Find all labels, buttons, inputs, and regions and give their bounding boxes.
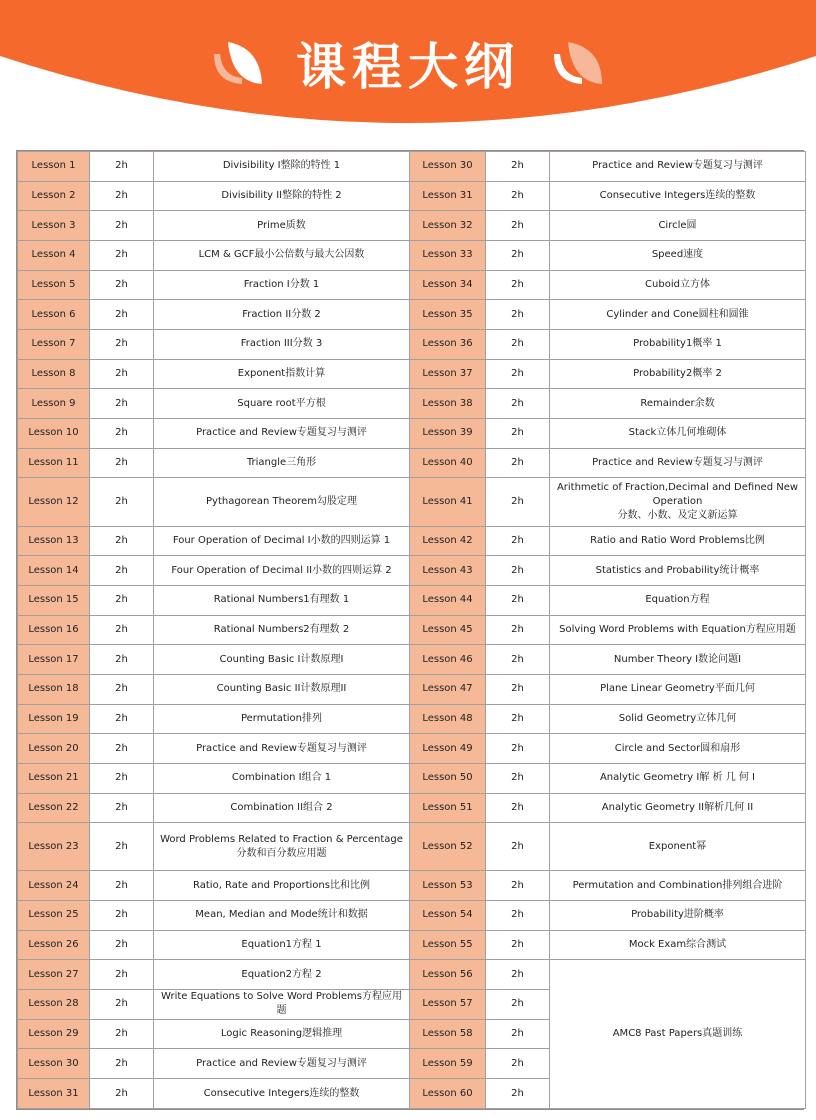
lesson-hours-cell: 2h <box>90 1049 154 1079</box>
lesson-hours-cell: 2h <box>90 871 154 901</box>
lesson-number-cell: Lesson 12 <box>18 478 90 526</box>
lesson-number-cell: Lesson 36 <box>410 330 486 360</box>
lesson-topic-cell <box>154 585 410 615</box>
lesson-topic-text: Exponent指数计算 <box>237 368 326 380</box>
lesson-hours-cell: 2h <box>486 1019 550 1049</box>
lesson-hours-cell: 2h <box>486 585 550 615</box>
table-row <box>18 448 806 478</box>
table-row <box>18 615 806 645</box>
lesson-number-cell: Lesson 7 <box>18 330 90 360</box>
lesson-number-cell: Lesson 52 <box>410 823 486 871</box>
lesson-topic-cell <box>154 1019 410 1049</box>
lesson-number-cell: Lesson 55 <box>410 930 486 960</box>
lesson-hours-cell: 2h <box>90 556 154 586</box>
lesson-hours-cell: 2h <box>90 734 154 764</box>
lesson-hours-cell: 2h <box>90 181 154 211</box>
lesson-topic-text: Permutation排列 <box>240 712 323 724</box>
table-row <box>18 930 806 960</box>
lesson-hours-cell: 2h <box>486 615 550 645</box>
lesson-topic-text: Fraction II分数 2 <box>242 308 321 320</box>
lesson-hours-cell: 2h <box>90 585 154 615</box>
lesson-number-cell: Lesson 46 <box>410 645 486 675</box>
lesson-topic-text: Probability2概率 2 <box>633 368 722 380</box>
lesson-topic-text: Pythagorean Theorem勾股定理 <box>206 495 357 507</box>
lesson-hours-cell: 2h <box>486 1049 550 1079</box>
lesson-hours-cell: 2h <box>486 152 550 182</box>
lesson-number-cell: Lesson 5 <box>18 270 90 300</box>
lesson-hours-cell: 2h <box>90 389 154 419</box>
lesson-topic-text: Stack立体几何堆砌体 <box>628 427 727 439</box>
lesson-topic-cell <box>154 556 410 586</box>
lesson-hours-cell: 2h <box>486 300 550 330</box>
lesson-topic-cell <box>550 419 806 449</box>
lesson-hours-cell: 2h <box>486 763 550 793</box>
lesson-topic-text: Mock Exam综合测试 <box>628 939 727 951</box>
lesson-topic-cell <box>154 674 410 704</box>
table-row <box>18 901 806 931</box>
lesson-hours-cell: 2h <box>486 419 550 449</box>
lesson-hours-cell: 2h <box>90 645 154 675</box>
lesson-hours-cell: 2h <box>486 389 550 419</box>
lesson-topic-text: Mean, Median and Mode统计和数据 <box>195 909 368 921</box>
lesson-topic-text: Arithmetic of Fraction,Decimal and Defined New Operation <box>556 481 799 507</box>
lesson-hours-cell: 2h <box>90 1079 154 1109</box>
lesson-topic-cell <box>550 526 806 556</box>
lesson-topic-text: Fraction I分数 1 <box>243 279 320 291</box>
lesson-number-cell: Lesson 20 <box>18 734 90 764</box>
lesson-hours-cell: 2h <box>486 526 550 556</box>
lesson-topic-cell <box>154 181 410 211</box>
lesson-hours-cell: 2h <box>90 478 154 526</box>
lesson-number-cell: Lesson 45 <box>410 615 486 645</box>
lesson-topic-text: Analytic Geometry I解 析 几 何 I <box>599 772 756 784</box>
lesson-number-cell: Lesson 30 <box>410 152 486 182</box>
lesson-topic-text: Equation1方程 1 <box>241 939 322 951</box>
lesson-topic-text: Consecutive Integers连续的整数 <box>599 190 756 201</box>
lesson-hours-cell: 2h <box>90 990 154 1020</box>
lesson-hours-cell: 2h <box>90 960 154 990</box>
header-title-group <box>0 20 816 106</box>
lesson-number-cell: Lesson 47 <box>410 674 486 704</box>
lesson-number-cell: Lesson 42 <box>410 526 486 556</box>
lesson-hours-cell: 2h <box>486 270 550 300</box>
lesson-number-cell: Lesson 31 <box>18 1079 90 1109</box>
lesson-topic-text: Ratio, Rate and Proportions比和比例 <box>193 879 370 891</box>
lesson-topic-text: Probability1概率 1 <box>633 338 722 350</box>
lesson-topic-cell <box>550 300 806 330</box>
lesson-hours-cell: 2h <box>90 526 154 556</box>
lesson-topic-text: Practice and Review专题复习与测评 <box>196 427 367 439</box>
lesson-topic-text: Statistics and Probability统计概率 <box>595 564 760 576</box>
lesson-topic-text: Counting Basic II计数原理II <box>216 683 347 695</box>
lesson-hours-cell: 2h <box>486 734 550 764</box>
lesson-topic-cell <box>550 389 806 419</box>
lesson-topic-text: Probability进阶概率 <box>631 909 724 921</box>
lesson-topic-text: Practice and Review专题复习与测评 <box>196 742 367 754</box>
page-title: 课程大纲 <box>296 38 520 96</box>
lesson-hours-cell: 2h <box>486 1079 550 1109</box>
lesson-topic-cell <box>154 763 410 793</box>
lesson-number-cell: Lesson 57 <box>410 990 486 1020</box>
lesson-topic-cell <box>154 990 410 1020</box>
lesson-topic-text: Remainder余数 <box>640 397 715 409</box>
table-row <box>18 556 806 586</box>
lesson-topic-cell <box>550 478 806 526</box>
lesson-topic-text: Four Operation of Decimal I小数的四则运算 1 <box>172 534 391 546</box>
lesson-topic-cell <box>154 419 410 449</box>
lesson-topic-cell <box>550 674 806 704</box>
lesson-number-cell: Lesson 41 <box>410 478 486 526</box>
lesson-number-cell: Lesson 27 <box>18 960 90 990</box>
lesson-topic-text: Counting Basic I计数原理I <box>219 653 344 665</box>
lesson-number-cell: Lesson 40 <box>410 448 486 478</box>
lesson-number-cell: Lesson 50 <box>410 763 486 793</box>
lesson-topic-text: Prime质数 <box>257 219 306 231</box>
lesson-topic-text: Fraction III分数 3 <box>240 338 323 350</box>
lesson-hours-cell: 2h <box>486 359 550 389</box>
lesson-topic-cell <box>154 270 410 300</box>
lesson-topic-cell <box>154 615 410 645</box>
lesson-topic-cell <box>550 645 806 675</box>
lesson-hours-cell: 2h <box>90 419 154 449</box>
lesson-number-cell: Lesson 25 <box>18 901 90 931</box>
lesson-number-cell: Lesson 26 <box>18 930 90 960</box>
lesson-number-cell: Lesson 18 <box>18 674 90 704</box>
lesson-topic-cell <box>550 556 806 586</box>
lesson-topic-cell <box>550 585 806 615</box>
lesson-number-cell: Lesson 22 <box>18 793 90 823</box>
lesson-number-cell: Lesson 33 <box>410 241 486 271</box>
lesson-hours-cell: 2h <box>90 211 154 241</box>
lesson-topic-text: Number Theory I数论问题I <box>613 653 742 665</box>
lesson-hours-cell: 2h <box>486 930 550 960</box>
lesson-number-cell: Lesson 24 <box>18 871 90 901</box>
lesson-hours-cell: 2h <box>486 990 550 1020</box>
lesson-topic-cell <box>154 211 410 241</box>
table-row <box>18 585 806 615</box>
lesson-topic-text: Divisibility I整除的特性 1 <box>222 160 341 172</box>
lesson-topic-text: Permutation and Combination排列组合进阶 <box>572 879 783 891</box>
lesson-number-cell: Lesson 2 <box>18 181 90 211</box>
lesson-hours-cell: 2h <box>486 901 550 931</box>
lesson-number-cell: Lesson 8 <box>18 359 90 389</box>
curriculum-table <box>17 151 806 1109</box>
lesson-topic-text: Practice and Review专题复习与测评 <box>592 457 763 469</box>
lesson-number-cell: Lesson 3 <box>18 211 90 241</box>
table-row <box>18 526 806 556</box>
lesson-topic-text: Ratio and Ratio Word Problems比例 <box>590 534 765 546</box>
table-row <box>18 823 806 871</box>
lesson-topic-text: Plane Linear Geometry平面几何 <box>600 683 755 695</box>
table-row <box>18 241 806 271</box>
lesson-topic-text: Rational Numbers2有理数 2 <box>213 623 350 635</box>
lesson-topic-text: Equation2方程 2 <box>241 968 322 980</box>
lesson-topic-cell <box>550 211 806 241</box>
lesson-number-cell: Lesson 59 <box>410 1049 486 1079</box>
lesson-hours-cell: 2h <box>90 674 154 704</box>
lesson-hours-cell: 2h <box>486 330 550 360</box>
lesson-number-cell: Lesson 21 <box>18 763 90 793</box>
table-row <box>18 645 806 675</box>
lesson-number-cell: Lesson 44 <box>410 585 486 615</box>
lesson-topic-text: Write Equations to Solve Word Problems方程应用题 <box>161 991 402 1017</box>
lesson-hours-cell: 2h <box>486 823 550 871</box>
lesson-topic-cell <box>550 871 806 901</box>
lesson-hours-cell: 2h <box>90 901 154 931</box>
lesson-topic-text: Solving Word Problems with Equation方程应用题 <box>559 623 796 635</box>
lesson-number-cell: Lesson 29 <box>18 1019 90 1049</box>
lesson-topic-cell <box>550 448 806 478</box>
lesson-topic-cell <box>154 823 410 871</box>
lesson-number-cell: Lesson 15 <box>18 585 90 615</box>
lesson-topic-cell <box>154 901 410 931</box>
lesson-hours-cell: 2h <box>90 763 154 793</box>
lesson-number-cell: Lesson 35 <box>410 300 486 330</box>
lesson-hours-cell: 2h <box>486 556 550 586</box>
lesson-topic-text: Combination I组合 1 <box>231 772 332 784</box>
lesson-topic-cell <box>550 901 806 931</box>
lesson-hours-cell: 2h <box>486 704 550 734</box>
table-row <box>18 478 806 526</box>
lesson-hours-cell: 2h <box>90 300 154 330</box>
lesson-hours-cell: 2h <box>90 930 154 960</box>
lesson-number-cell: Lesson 14 <box>18 556 90 586</box>
leaf-icon-left <box>208 38 270 88</box>
lesson-number-cell: Lesson 39 <box>410 419 486 449</box>
lesson-topic-cell <box>154 359 410 389</box>
lesson-hours-cell: 2h <box>90 330 154 360</box>
lesson-hours-cell: 2h <box>486 241 550 271</box>
lesson-hours-cell: 2h <box>90 448 154 478</box>
lesson-number-cell: Lesson 23 <box>18 823 90 871</box>
table-row <box>18 793 806 823</box>
table-row <box>18 674 806 704</box>
lesson-topic-cell <box>154 526 410 556</box>
lesson-topic-text: Circle and Sector圆和扇形 <box>614 742 741 754</box>
lesson-topic-text: AMC8 Past Papers真题训练 <box>612 1028 743 1040</box>
lesson-topic-cell <box>154 930 410 960</box>
lesson-topic-cell <box>154 1049 410 1079</box>
lesson-number-cell: Lesson 43 <box>410 556 486 586</box>
lesson-topic-text: Circle圆 <box>658 219 697 231</box>
table-row <box>18 359 806 389</box>
lesson-topic-text: Cylinder and Cone圆柱和圆锥 <box>606 308 749 320</box>
lesson-topic-cell <box>550 763 806 793</box>
lesson-number-cell: Lesson 31 <box>410 181 486 211</box>
lesson-number-cell: Lesson 1 <box>18 152 90 182</box>
lesson-topic-cell <box>550 359 806 389</box>
lesson-topic-text: Four Operation of Decimal II小数的四则运算 2 <box>171 564 392 576</box>
lesson-number-cell: Lesson 28 <box>18 990 90 1020</box>
lesson-topic-cell <box>154 241 410 271</box>
table-row <box>18 152 806 182</box>
table-row <box>18 734 806 764</box>
lesson-topic-cell <box>154 478 410 526</box>
lesson-number-cell: Lesson 51 <box>410 793 486 823</box>
lesson-number-cell: Lesson 13 <box>18 526 90 556</box>
lesson-topic-text: Analytic Geometry II解析几何 II <box>601 801 754 813</box>
lesson-hours-cell: 2h <box>90 152 154 182</box>
lesson-topic-text: Logic Reasoning逻辑推理 <box>220 1028 343 1040</box>
lesson-topic-cell <box>550 734 806 764</box>
lesson-hours-cell: 2h <box>90 1019 154 1049</box>
lesson-number-cell: Lesson 34 <box>410 270 486 300</box>
lesson-topic-text: Divisibility II整除的特性 2 <box>221 190 342 201</box>
lesson-topic-cell <box>550 793 806 823</box>
lesson-topic-cell <box>550 930 806 960</box>
lesson-topic-text: Solid Geometry立体几何 <box>618 712 737 724</box>
lesson-hours-cell: 2h <box>486 211 550 241</box>
lesson-topic-cell <box>550 181 806 211</box>
lesson-number-cell: Lesson 56 <box>410 960 486 990</box>
table-row <box>18 389 806 419</box>
lesson-number-cell: Lesson 16 <box>18 615 90 645</box>
lesson-hours-cell: 2h <box>90 823 154 871</box>
table-row <box>18 181 806 211</box>
table-row <box>18 871 806 901</box>
lesson-hours-cell: 2h <box>486 793 550 823</box>
table-row <box>18 330 806 360</box>
lesson-topic-text: Combination II组合 2 <box>230 801 333 813</box>
lesson-topic-cell <box>154 389 410 419</box>
lesson-number-cell: Lesson 38 <box>410 389 486 419</box>
lesson-hours-cell: 2h <box>90 704 154 734</box>
lesson-topic-cell <box>154 871 410 901</box>
table-row <box>18 300 806 330</box>
lesson-topic-cell <box>154 704 410 734</box>
lesson-number-cell: Lesson 6 <box>18 300 90 330</box>
lesson-topic-cell <box>154 960 410 990</box>
table-row <box>18 960 806 990</box>
lesson-topic-cell <box>154 330 410 360</box>
lesson-topic-text: Practice and Review专题复习与测评 <box>592 160 763 172</box>
lesson-topic-cell <box>154 645 410 675</box>
lesson-topic-text: Square root平方根 <box>237 397 326 409</box>
table-row <box>18 704 806 734</box>
lesson-number-cell: Lesson 53 <box>410 871 486 901</box>
lesson-number-cell: Lesson 17 <box>18 645 90 675</box>
lesson-topic-text: Consecutive Integers连续的整数 <box>203 1087 360 1099</box>
lesson-hours-cell: 2h <box>486 181 550 211</box>
lesson-hours-cell: 2h <box>486 448 550 478</box>
lesson-topic-cell <box>550 270 806 300</box>
lesson-topic-cell <box>550 704 806 734</box>
table-row <box>18 270 806 300</box>
lesson-number-cell: Lesson 49 <box>410 734 486 764</box>
lesson-topic-text: Word Problems Related to Fraction & Percentage <box>160 833 403 845</box>
lesson-topic-text: Cuboid立方体 <box>645 279 710 291</box>
lesson-hours-cell: 2h <box>90 793 154 823</box>
lesson-number-cell: Lesson 60 <box>410 1079 486 1109</box>
lesson-number-cell: Lesson 30 <box>18 1049 90 1079</box>
lesson-number-cell: Lesson 19 <box>18 704 90 734</box>
lesson-topic-cell <box>550 823 806 871</box>
lesson-hours-cell: 2h <box>90 615 154 645</box>
lesson-topic-cell <box>154 1079 410 1109</box>
lesson-topic-cell <box>550 330 806 360</box>
lesson-number-cell: Lesson 9 <box>18 389 90 419</box>
lesson-topic-text: 分数、小数、及定义新运算 <box>617 509 738 521</box>
lesson-topic-text: Speed速度 <box>651 249 704 261</box>
lesson-hours-cell: 2h <box>90 359 154 389</box>
lesson-topic-cell <box>154 448 410 478</box>
lesson-hours-cell: 2h <box>486 960 550 990</box>
lesson-topic-text: LCM & GCF最小公倍数与最大公因数 <box>198 249 365 261</box>
lesson-topic-text: 分数和百分数应用题 <box>236 847 327 859</box>
lesson-hours-cell: 2h <box>486 478 550 526</box>
lesson-topic-cell <box>550 615 806 645</box>
lesson-number-cell: Lesson 54 <box>410 901 486 931</box>
lesson-topic-text: Triangle三角形 <box>246 457 317 469</box>
lesson-topic-cell <box>154 793 410 823</box>
lesson-hours-cell: 2h <box>486 871 550 901</box>
lesson-hours-cell: 2h <box>90 270 154 300</box>
lesson-number-cell: Lesson 4 <box>18 241 90 271</box>
lesson-topic-text: Practice and Review专题复习与测评 <box>196 1057 367 1069</box>
table-row <box>18 763 806 793</box>
table-row <box>18 419 806 449</box>
lesson-number-cell: Lesson 10 <box>18 419 90 449</box>
lesson-topic-text: Rational Numbers1有理数 1 <box>213 594 350 606</box>
lesson-hours-cell: 2h <box>90 241 154 271</box>
lesson-topic-cell <box>154 152 410 182</box>
lesson-topic-cell <box>550 152 806 182</box>
lesson-topic-cell <box>154 300 410 330</box>
lesson-topic-cell <box>550 241 806 271</box>
lesson-number-cell: Lesson 58 <box>410 1019 486 1049</box>
lesson-number-cell: Lesson 48 <box>410 704 486 734</box>
lesson-topic-text: Exponent幂 <box>648 840 707 852</box>
lesson-number-cell: Lesson 32 <box>410 211 486 241</box>
lesson-topic-cell <box>550 960 806 1109</box>
curriculum-table-frame <box>16 150 804 1110</box>
leaf-icon-right <box>546 38 608 88</box>
lesson-number-cell: Lesson 11 <box>18 448 90 478</box>
table-row <box>18 211 806 241</box>
lesson-topic-text: Equation方程 <box>645 594 710 606</box>
lesson-hours-cell: 2h <box>486 645 550 675</box>
lesson-topic-cell <box>154 734 410 764</box>
lesson-number-cell: Lesson 37 <box>410 359 486 389</box>
lesson-hours-cell: 2h <box>486 674 550 704</box>
